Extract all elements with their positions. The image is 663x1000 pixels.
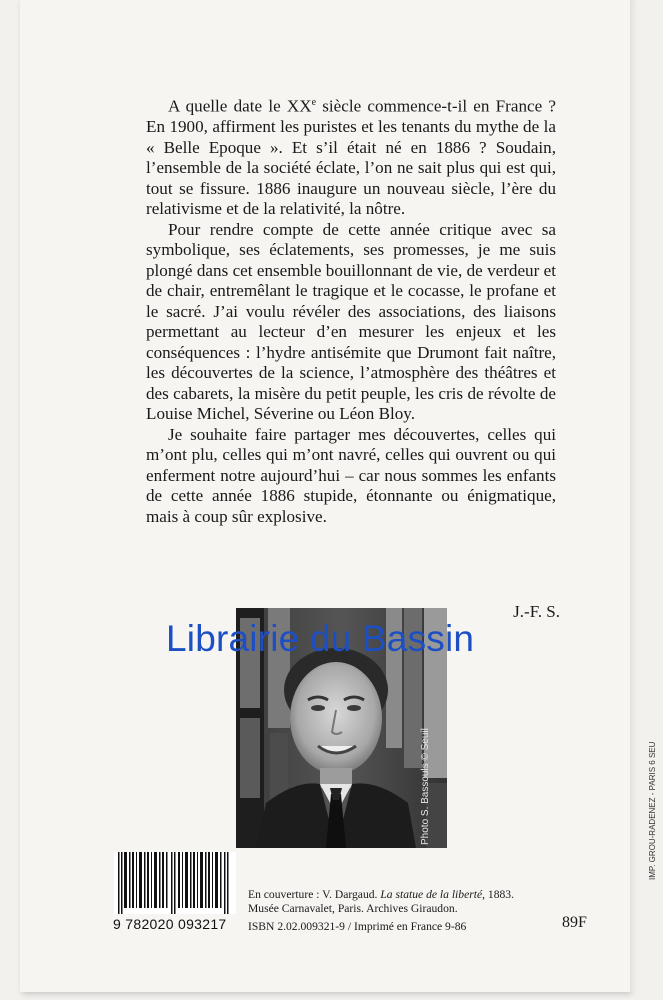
blurb-paragraph-2: Pour rendre compte de cette année critique avec sa symbolique, ses éclatements, ses promesses, je me suis plongé dans cet ensemble bouillonnant de vie, de verdeur et de chair, entremêlant le tragique et le cocasse, le profane et le sacré. J’ai voulu révéler des associations, des liaisons permettant au lecteur d’en mesurer les enjeux et les conséquences : l’hydre antisémite que Drumont fait naître, les découvertes de la science, l’atmosphère des théâtres et des cabarets, la misère du petit peuple, les cris de révolte de Louise Michel, Séverine ou Léon Bloy. bbox=[146, 219, 556, 424]
book-edge bbox=[630, 0, 636, 992]
author-initials: J.-F. S. bbox=[513, 602, 560, 621]
photo-credit: Photo S. Bassouls © Seuil bbox=[420, 728, 431, 845]
blurb-paragraph-3: Je souhaite faire partager mes découvertes, celles qui m’ont plu, celles qui m’ont navré, celles qui ouvrent ou qui enferment notre aujourd’hui – car nous sommes les enfants de cette année 1886 stupide, étonnante ou énigmatique, mais à coup sûr explosive. bbox=[146, 424, 556, 526]
isbn-line: ISBN 2.02.009321-9 / Imprimé en France 9-86 bbox=[248, 920, 467, 933]
blurb-text bbox=[146, 93, 556, 527]
barcode-bars bbox=[114, 852, 236, 914]
cover-caption: En couverture : V. Dargaud. La statue de la liberté, 1883. Musée Carnavalet, Paris. Archives Giraudon. bbox=[248, 888, 514, 915]
printer-imprint: IMP. GROU-RADENEZ - PARIS 6 SEU bbox=[648, 741, 657, 880]
barcode-digits: 9 782020 093217 bbox=[113, 916, 227, 932]
barcode bbox=[114, 852, 236, 914]
price: 89F bbox=[562, 914, 587, 931]
blurb-paragraph-1: A quelle date le XXe siècle commence-t-il en France ? En 1900, affirment les puristes et les tenants du mythe de la « Belle Epoque ». Et s’il était né en 1886 ? Soudain, l’ensemble de la société éclate, l’on ne sait plus qui est qui, tout se fissure. 1886 inaugure un nouveau siècle, l’ère du relativisme et de la relativité, la nôtre. bbox=[146, 96, 556, 219]
bookseller-watermark: Librairie du Bassin bbox=[166, 618, 475, 659]
